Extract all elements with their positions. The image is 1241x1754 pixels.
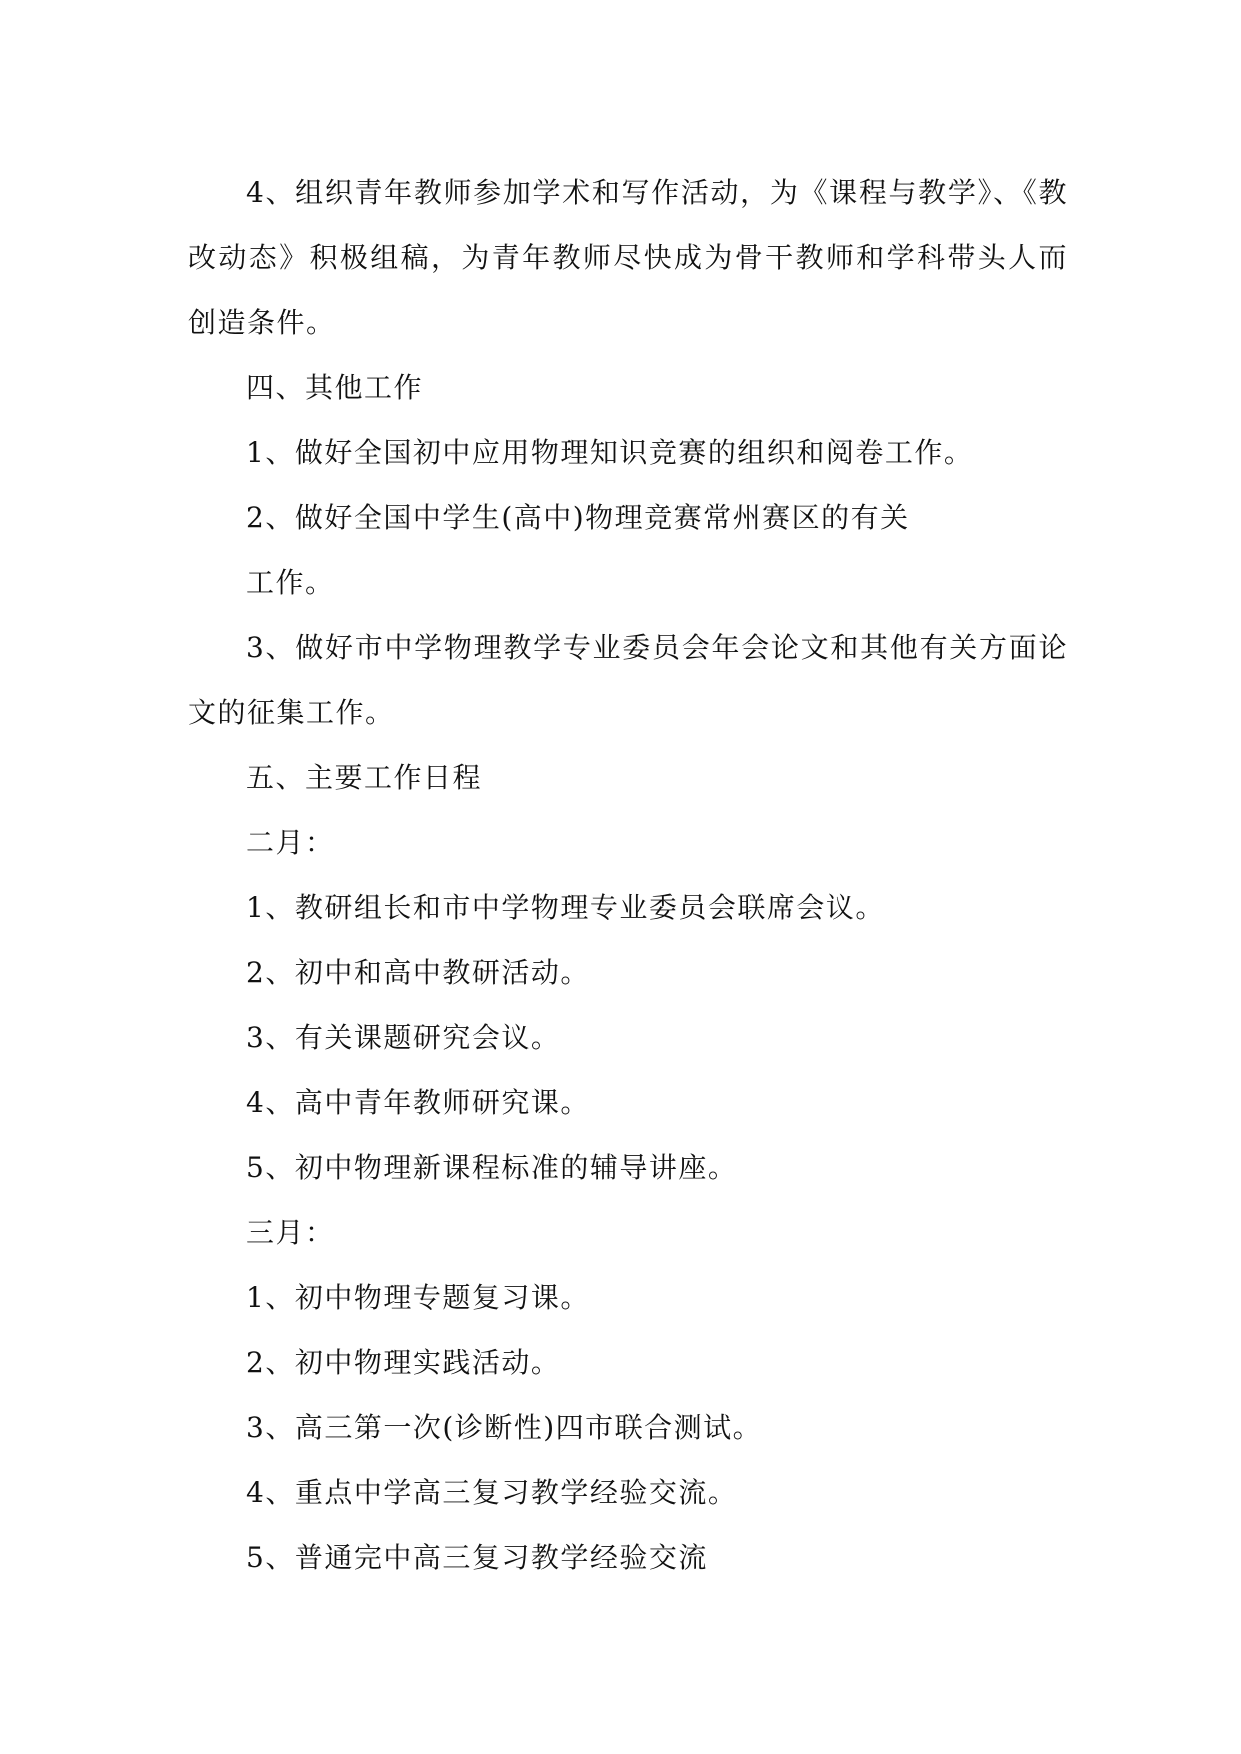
section-heading-other-work: 四、其他工作 — [246, 371, 424, 404]
march-item-1: 1、初中物理专题复习课。 — [246, 1281, 590, 1314]
paragraph-continuation: 工作。 — [246, 566, 335, 599]
february-item-4: 4、高中青年教师研究课。 — [246, 1086, 590, 1119]
february-item-3: 3、有关课题研究会议。 — [246, 1021, 561, 1054]
march-item-2: 2、初中物理实践活动。 — [246, 1346, 561, 1379]
paragraph-item-2-competition: 2、做好全国中学生(高中)物理竞赛常州赛区的有关 — [246, 501, 910, 534]
month-heading-march: 三月： — [246, 1216, 335, 1249]
march-item-3: 3、高三第一次(诊断性)四市联合测试。 — [246, 1411, 763, 1444]
paragraph-item-3-papers: 3、做好市中学物理教学专业委员会年会论文和其他有关方面论文的征集工作。 — [188, 631, 1068, 729]
section-heading-schedule: 五、主要工作日程 — [246, 761, 483, 794]
document-body — [188, 160, 1068, 1590]
march-item-5: 5、普通完中高三复习教学经验交流 — [246, 1541, 708, 1574]
month-heading-february: 二月： — [246, 826, 335, 859]
february-item-2: 2、初中和高中教研活动。 — [246, 956, 590, 989]
february-item-1: 1、教研组长和市中学物理专业委员会联席会议。 — [246, 891, 885, 924]
march-item-4: 4、重点中学高三复习教学经验交流。 — [246, 1476, 738, 1509]
february-item-5: 5、初中物理新课程标准的辅导讲座。 — [246, 1151, 738, 1184]
paragraph-item-1-competition: 1、做好全国初中应用物理知识竞赛的组织和阅卷工作。 — [246, 436, 974, 469]
paragraph-item-4-writing: 4、组织青年教师参加学术和写作活动，为《课程与教学》、《教改动态》积极组稿，为青年教师尽快成为骨干教师和学科带头人而创造条件。 — [188, 176, 1068, 339]
